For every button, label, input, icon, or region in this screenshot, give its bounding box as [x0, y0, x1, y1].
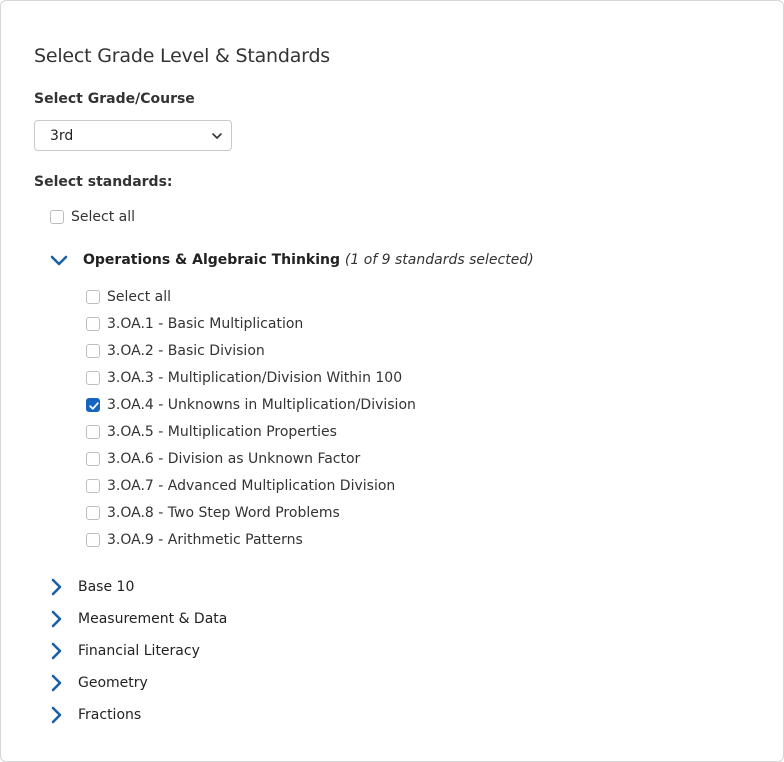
- standard-checkbox-3oa7[interactable]: [86, 479, 100, 493]
- standard-label-3oa6: 3.OA.6 - Division as Unknown Factor: [107, 451, 361, 467]
- chevron-right-icon[interactable]: [49, 578, 63, 596]
- group-name: Measurement & Data: [78, 611, 228, 627]
- standard-checkbox-3oa5[interactable]: [86, 425, 100, 439]
- chevron-right-icon[interactable]: [49, 642, 63, 660]
- standard-label-3oa5: 3.OA.5 - Multiplication Properties: [107, 424, 337, 440]
- select-all-checkbox[interactable]: [50, 210, 64, 224]
- standard-checkbox-3oa4[interactable]: [86, 398, 100, 412]
- chevron-right-icon[interactable]: [49, 610, 63, 628]
- standard-checkbox-3oa3[interactable]: [86, 371, 100, 385]
- select-all-label: Select all: [71, 209, 135, 225]
- group-title: [83, 252, 534, 268]
- chevron-down-icon[interactable]: [49, 254, 69, 268]
- group-name: Operations & Algebraic Thinking: [83, 252, 341, 268]
- chevron-right-icon[interactable]: [49, 706, 63, 724]
- standard-label-3oa3: 3.OA.3 - Multiplication/Division Within 100: [107, 370, 403, 386]
- standard-label-3oa7: 3.OA.7 - Advanced Multiplication Division: [107, 478, 396, 494]
- chevron-right-icon[interactable]: [49, 674, 63, 692]
- group-name: Fractions: [78, 707, 142, 723]
- group-name: Base 10: [78, 579, 135, 595]
- standard-label-3oa1: 3.OA.1 - Basic Multiplication: [107, 316, 304, 332]
- group-count: (1 of 9 standards selected): [344, 252, 534, 268]
- standard-checkbox-3oa2[interactable]: [86, 344, 100, 358]
- checkmark-icon: [88, 400, 100, 412]
- standards-label: Select standards:: [34, 174, 173, 190]
- page-title: Select Grade Level & Standards: [34, 45, 331, 67]
- group-select-all-checkbox[interactable]: [86, 290, 100, 304]
- standard-label-3oa4: 3.OA.4 - Unknowns in Multiplication/Division: [107, 397, 416, 413]
- standard-checkbox-3oa8[interactable]: [86, 506, 100, 520]
- standard-label-3oa9: 3.OA.9 - Arithmetic Patterns: [107, 532, 303, 548]
- grade-label: Select Grade/Course: [34, 91, 195, 107]
- standard-checkbox-3oa6[interactable]: [86, 452, 100, 466]
- standard-label-3oa2: 3.OA.2 - Basic Division: [107, 343, 265, 359]
- standard-checkbox-3oa9[interactable]: [86, 533, 100, 547]
- grade-select-value: 3rd: [50, 128, 74, 144]
- group-name: Financial Literacy: [78, 643, 200, 659]
- group-name: Geometry: [78, 675, 148, 691]
- grade-select[interactable]: [34, 120, 232, 151]
- chevron-down-icon: [211, 130, 223, 142]
- standard-checkbox-3oa1[interactable]: [86, 317, 100, 331]
- standard-label-3oa8: 3.OA.8 - Two Step Word Problems: [107, 505, 340, 521]
- group-select-all-label: Select all: [107, 289, 171, 305]
